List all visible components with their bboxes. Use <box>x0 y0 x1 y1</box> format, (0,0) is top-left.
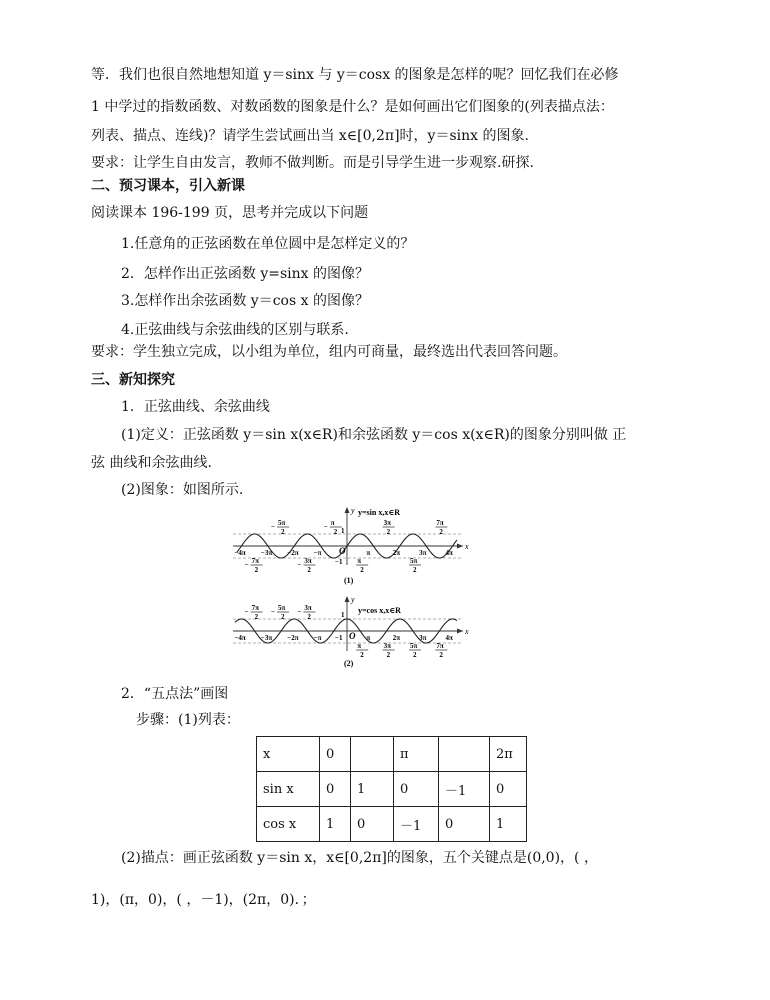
requirement-1: 要求：让学生自由发言，教师不做判断。而是引导学生进一步观察.研探. <box>91 155 534 171</box>
fraction-sign: − <box>271 523 276 531</box>
table-cell: 0 <box>320 772 351 807</box>
fraction-numerator: 5π <box>278 519 286 527</box>
axis-tick-label: −3π <box>260 549 273 557</box>
axis-tick-label: π <box>366 634 371 642</box>
table-row <box>257 807 527 842</box>
question-3: 3.怎样作出余弦函数 y＝cos x 的图像？ <box>121 293 369 309</box>
fraction-numerator: 3π <box>383 519 391 527</box>
axis-tick-label: −π <box>313 634 322 642</box>
axis-tick-label: −2π <box>287 549 299 557</box>
fraction-denominator: 2 <box>333 528 338 536</box>
fraction-numerator: π <box>357 557 362 565</box>
definition-line-1: (1)定义：正弦函数 y＝sin x(x∈R)和余弦函数 y＝cos x(x∈R)的图象分别叫做 正 <box>121 427 627 443</box>
axis-tick-label: 2π <box>392 634 401 642</box>
y-axis-arrow <box>345 507 350 513</box>
fraction-denominator: 2 <box>307 566 311 574</box>
table-cell: 0 <box>351 807 394 842</box>
fraction-numerator: 3π <box>304 557 312 565</box>
function-label: y=sin x,x∈R <box>358 508 401 517</box>
fraction-sign: − <box>271 608 276 616</box>
origin-label: O <box>339 546 346 556</box>
fraction-denominator: 2 <box>386 651 391 659</box>
fraction-numerator: π <box>357 642 362 650</box>
section-heading-3: 三、新知探究 <box>91 372 175 388</box>
fraction-denominator: 2 <box>439 651 443 659</box>
y-minus-one-label: −1 <box>335 634 343 642</box>
axis-tick-label: 4π <box>445 549 453 557</box>
fraction-denominator: 2 <box>412 651 417 659</box>
plot-points-line-2: 1)，(π，0)，( ，－1)，(2π，0)．； <box>91 892 316 908</box>
plot-points-line-1: (2)描点：画正弦函数 y＝sin x，x∈[0,2π]的图象，五个关键点是(0,0)，( ， <box>121 850 598 866</box>
table-row <box>257 737 527 772</box>
origin-label: O <box>349 631 356 641</box>
fraction-denominator: 2 <box>386 528 391 536</box>
reading-assignment: 阅读课本 196-199 页，思考并完成以下问题 <box>91 205 369 221</box>
table-cell: 0 <box>490 772 527 807</box>
axis-tick-label: 2π <box>392 549 401 557</box>
steps-intro: 步骤：(1)列表： <box>136 712 240 728</box>
y-minus-one-label: −1 <box>335 558 343 566</box>
table-cell <box>439 737 490 772</box>
requirement-2: 要求：学生独立完成，以小组为单位，组内可商量，最终选出代表回答问题。 <box>91 344 567 360</box>
fraction-sign: − <box>297 561 302 569</box>
fraction-numerator: π <box>330 519 335 527</box>
axis-tick-label: π <box>366 549 371 557</box>
table-cell: 0 <box>394 772 439 807</box>
fraction-numerator: 5π <box>409 642 418 650</box>
axis-tick-label: 3π <box>419 549 427 557</box>
paragraph-intro-line-1: 等．我们也很自然地想知道 y＝sinx 与 y＝cosx 的图象是怎样的呢？回忆我们在必修 <box>91 67 619 83</box>
x-axis-arrow <box>457 629 463 634</box>
table-cell: cos x <box>257 807 320 842</box>
fraction-denominator: 2 <box>281 528 285 536</box>
table-cell: 0 <box>320 737 351 772</box>
table-cell: 1 <box>490 807 527 842</box>
fraction-sign: − <box>244 561 249 569</box>
table-cell: sin x <box>257 772 320 807</box>
axis-tick-label: −2π <box>287 634 299 642</box>
paragraph-intro-line-3: 列表、描点、连线)？请学生尝试画出当 x∈[0,2π]时，y＝sinx 的图象. <box>91 128 529 144</box>
fraction-denominator: 2 <box>360 651 364 659</box>
cosine-curve-graph <box>225 593 495 673</box>
table-cell: 0 <box>439 807 490 842</box>
question-4: 4.正弦曲线与余弦曲线的区别与联系. <box>121 322 349 338</box>
y-axis-arrow <box>345 596 350 602</box>
fraction-denominator: 2 <box>254 613 259 621</box>
table-row <box>257 772 527 807</box>
table-cell: 2π <box>490 737 527 772</box>
fraction-denominator: 2 <box>412 566 417 574</box>
question-2: 2．怎样作出正弦函数 y=sinx 的图像？ <box>121 266 370 282</box>
fraction-sign: − <box>323 523 328 531</box>
paragraph-intro-line-2: 1 中学过的指数函数、对数函数的图象是什么？是如何画出它们图象的(列表描点法： <box>91 99 614 115</box>
question-1: 1.任意角的正弦函数在单位圆中是怎样定义的？ <box>121 236 415 252</box>
axis-tick-label: −π <box>313 549 322 557</box>
sine-curve-graph <box>225 503 495 588</box>
function-label: y=cos x,x∈R <box>358 606 401 615</box>
subsection-2: 2．“五点法”画图 <box>121 686 229 702</box>
y-axis-label: y <box>351 506 355 515</box>
section-heading-2: 二、预习课本，引入新课 <box>91 178 245 194</box>
table-cell <box>351 737 394 772</box>
fraction-numerator: 3π <box>304 604 312 612</box>
fraction-denominator: 2 <box>281 613 285 621</box>
fraction-numerator: 3π <box>383 642 391 650</box>
table-cell: －1 <box>439 772 490 807</box>
fraction-sign: − <box>297 608 302 616</box>
table-cell: 1 <box>320 807 351 842</box>
axis-tick-label: 3π <box>419 634 427 642</box>
fraction-sign: − <box>244 608 249 616</box>
fraction-denominator: 2 <box>254 566 259 574</box>
y-axis-label: y <box>351 595 355 604</box>
axis-tick-label: 4π <box>445 634 453 642</box>
x-axis-arrow <box>457 544 463 549</box>
y-one-label: 1 <box>341 527 345 535</box>
figure-caption: (1) <box>344 576 354 585</box>
graph-intro: (2)图象：如图所示. <box>121 482 244 498</box>
figure-caption: (2) <box>344 659 354 668</box>
table-cell: x <box>257 737 320 772</box>
sine-curve-figure <box>225 503 495 588</box>
table-cell: －1 <box>394 807 439 842</box>
axis-tick-label: −3π <box>260 634 273 642</box>
subsection-1: 1．正弦曲线、余弦曲线 <box>121 399 270 415</box>
table-cell: π <box>394 737 439 772</box>
fraction-denominator: 2 <box>439 528 443 536</box>
x-axis-label: x <box>465 542 469 551</box>
fraction-numerator: 5π <box>278 604 286 612</box>
fraction-denominator: 2 <box>360 566 364 574</box>
cosine-curve-figure <box>225 593 495 673</box>
table-cell: 1 <box>351 772 394 807</box>
y-one-label: 1 <box>341 611 345 619</box>
fraction-numerator: 7π <box>251 604 259 612</box>
axis-tick-label: −4π <box>234 549 246 557</box>
fraction-numerator: 7π <box>251 557 259 565</box>
five-point-table <box>256 736 527 842</box>
x-axis-label: x <box>465 627 469 636</box>
axis-tick-label: −4π <box>234 634 246 642</box>
fraction-numerator: 7π <box>436 519 444 527</box>
fraction-denominator: 2 <box>307 613 311 621</box>
fraction-numerator: 7π <box>436 642 444 650</box>
fraction-numerator: 5π <box>409 557 418 565</box>
definition-line-2: 弦 曲线和余弦曲线. <box>91 455 212 471</box>
